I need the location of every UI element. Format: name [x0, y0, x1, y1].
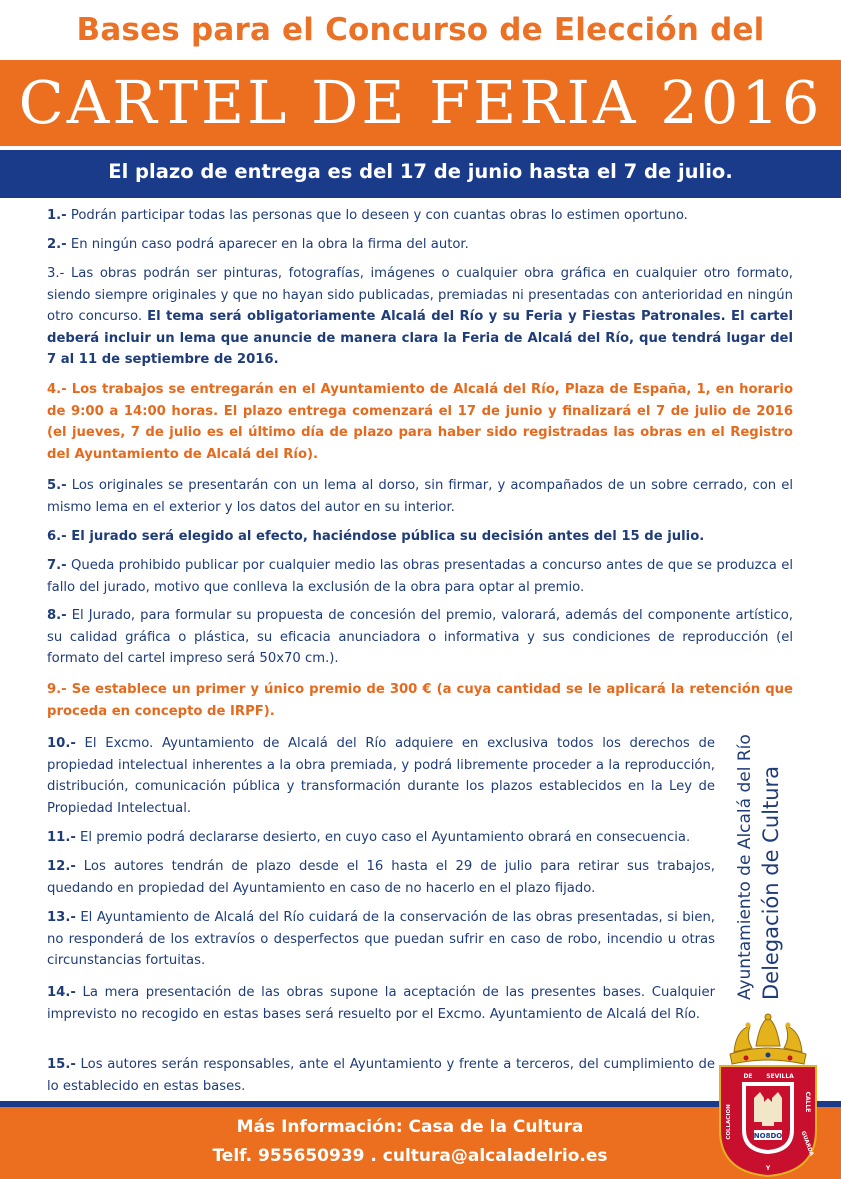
rule-number: 2.- [47, 237, 67, 252]
rule-number: 3.- [47, 266, 65, 281]
rule-text: El jurado será elegido al efecto, haciéndose pública su decisión antes del 15 de julio. [66, 529, 705, 544]
rule-15 [47, 1054, 715, 1097]
shield-icon [720, 1066, 816, 1176]
deadline-text: El plazo de entrega es del 17 de junio hasta el 7 de julio. [108, 160, 733, 183]
page-title: Bases para el Concurso de Elección del [76, 12, 765, 48]
rule-text: Podrán participar todas las personas que lo deseen y con cuantas obras lo estimen oportuno. [66, 208, 688, 223]
rule-13 [47, 907, 715, 972]
rule-number: 6.- [47, 529, 67, 544]
rule-10 [47, 733, 715, 819]
rule-1 [47, 205, 777, 227]
rule-5 [47, 475, 793, 518]
rule-number: 7.- [47, 558, 67, 573]
rule-8 [47, 605, 793, 670]
rule-text: Queda prohibido publicar por cualquier medio las obras presentadas a concurso antes de que se produzca el fallo del jurado, motivo que conlleva la exclusión de la obra para optar al premio. [47, 558, 793, 595]
rule-number: 1.- [47, 208, 67, 223]
rule-number: 13.- [47, 910, 76, 925]
rule-text: En ningún caso podrá aparecer en la obra la firma del autor. [66, 237, 469, 252]
rule-number: 14.- [47, 985, 76, 1000]
rule-number: 8.- [47, 608, 67, 623]
rule-text: Se establece un primer y único premio de 300 € (a cuya cantidad se le aplicará la retención que proceda en concepto de IRPF). [47, 682, 793, 719]
rule-text: El Ayuntamiento de Alcalá del Río cuidará de la conservación de las obras presentadas, si bien, no responderá de los extravíos o desperfectos que puedan sufrir en caso de robo, incendio u otras circunstancias fortuitas. [47, 910, 715, 968]
crest-ring-right: GUARDA [799, 1130, 815, 1157]
crest-ring-bottom: Y [765, 1165, 771, 1172]
crest-ring-calle: CALLE [804, 1091, 811, 1113]
rule-text: Los originales se presentarán con un lema al dorso, sin firmar, y acompañados de un sobre cerrado, con el mismo lema en el exterior y los datos del autor en su interior. [47, 478, 793, 515]
rule-number: 5.- [47, 478, 67, 493]
crest-motto: NO8DO [753, 1132, 783, 1140]
rule-text: El Excmo. Ayuntamiento de Alcalá del Río adquiere en exclusiva todos los derechos de propiedad intelectual inherentes a la obra premiada, y podrá libremente proceder a la reproducción, distribución, comunicación pública y transformación durante los plazos establecidos en la Ley de Propiedad Intelectual. [47, 736, 715, 816]
rule-3 [47, 263, 793, 371]
side-credit [733, 720, 793, 1000]
rule-number: 15.- [47, 1057, 76, 1072]
rule-7 [47, 555, 793, 598]
rule-6 [47, 526, 793, 548]
crown-icon [730, 1014, 806, 1064]
rule-text: El Jurado, para formular su propuesta de concesión del premio, valorará, además del componente artístico, su calidad gráfica o plástica, su eficacia anunciadora o informativa y sus condiciones de reproducción (el formato del cartel impreso será 50x70 cm.). [47, 608, 793, 666]
rule-text: Los autores serán responsables, ante el Ayuntamiento y frente a terceros, del cumplimiento de lo establecido en estas bases. [47, 1057, 715, 1094]
rule-text: Los autores tendrán de plazo desde el 16 hasta el 29 de julio para retirar sus trabajos, quedando en propiedad del Ayuntamiento en caso de no hacerlo en el plazo fijado. [47, 859, 715, 896]
rule-14 [47, 982, 715, 1025]
rule-number: 10.- [47, 736, 76, 751]
rule-2 [47, 234, 777, 256]
crest-ring-top: DE [743, 1073, 753, 1080]
rule-number: 4.- [47, 382, 67, 397]
banner-title: CARTEL DE FERIA 2016 [18, 68, 823, 137]
side-credit-line1: Ayuntamiento de Alcalá del Río [735, 734, 755, 1000]
footer-info: Más Información: Casa de la Cultura [236, 1117, 584, 1137]
rule-number: 12.- [47, 859, 76, 874]
rule-text-bold: El tema será obligatoriamente Alcalá del Río y su Feria y Fiestas Patronales. El cartel deberá incluir un lema que anuncie de manera clara la Feria de Alcalá del Río, que tendrá lugar del 7 al 11 de septiembre de 2016. [47, 309, 794, 367]
side-credit-line2: Delegación de Cultura [759, 765, 783, 1000]
rule-text: Las obras podrán ser pinturas, fotografías, imágenes o cualquier obra gráfica en cualquier otro formato, siendo siempre originales y que no hayan sido publicadas, premiadas ni presentadas con anterioridad en ningún otro concurso. [47, 266, 793, 324]
rule-number: 9.- [47, 682, 67, 697]
rule-text: La mera presentación de las obras supone la aceptación de las presentes bases. Cualquier imprevisto no recogido en estas bases será resuelto por el Excmo. Ayuntamiento de Alcalá del Río. [47, 985, 715, 1022]
rule-number: 11.- [47, 830, 76, 845]
crest-ring-left: COLLACION [726, 1104, 732, 1140]
rule-text: El premio podrá declararse desierto, en cuyo caso el Ayuntamiento obrará en consecuencia. [75, 830, 691, 845]
rule-4 [47, 379, 793, 465]
rule-12 [47, 856, 715, 899]
rule-11 [47, 827, 715, 849]
coat-of-arms-icon [716, 1012, 820, 1178]
footer-contact: Telf. 955650939 . cultura@alcaladelrio.es [212, 1146, 608, 1166]
rule-text: Los trabajos se entregarán en el Ayuntamiento de Alcalá del Río, Plaza de España, 1, en horario de 9:00 a 14:00 horas. El plazo entrega comenzará el 17 de junio y finalizará el 7 de julio de 2016 (el jueves, 7 de julio es el último día de plazo para haber sido registradas las obras en el Registro del Ayuntamiento de Alcalá del Río). [47, 382, 793, 462]
rule-9 [47, 679, 793, 722]
crest-ring-sevilla: SEVILLA [766, 1073, 794, 1080]
